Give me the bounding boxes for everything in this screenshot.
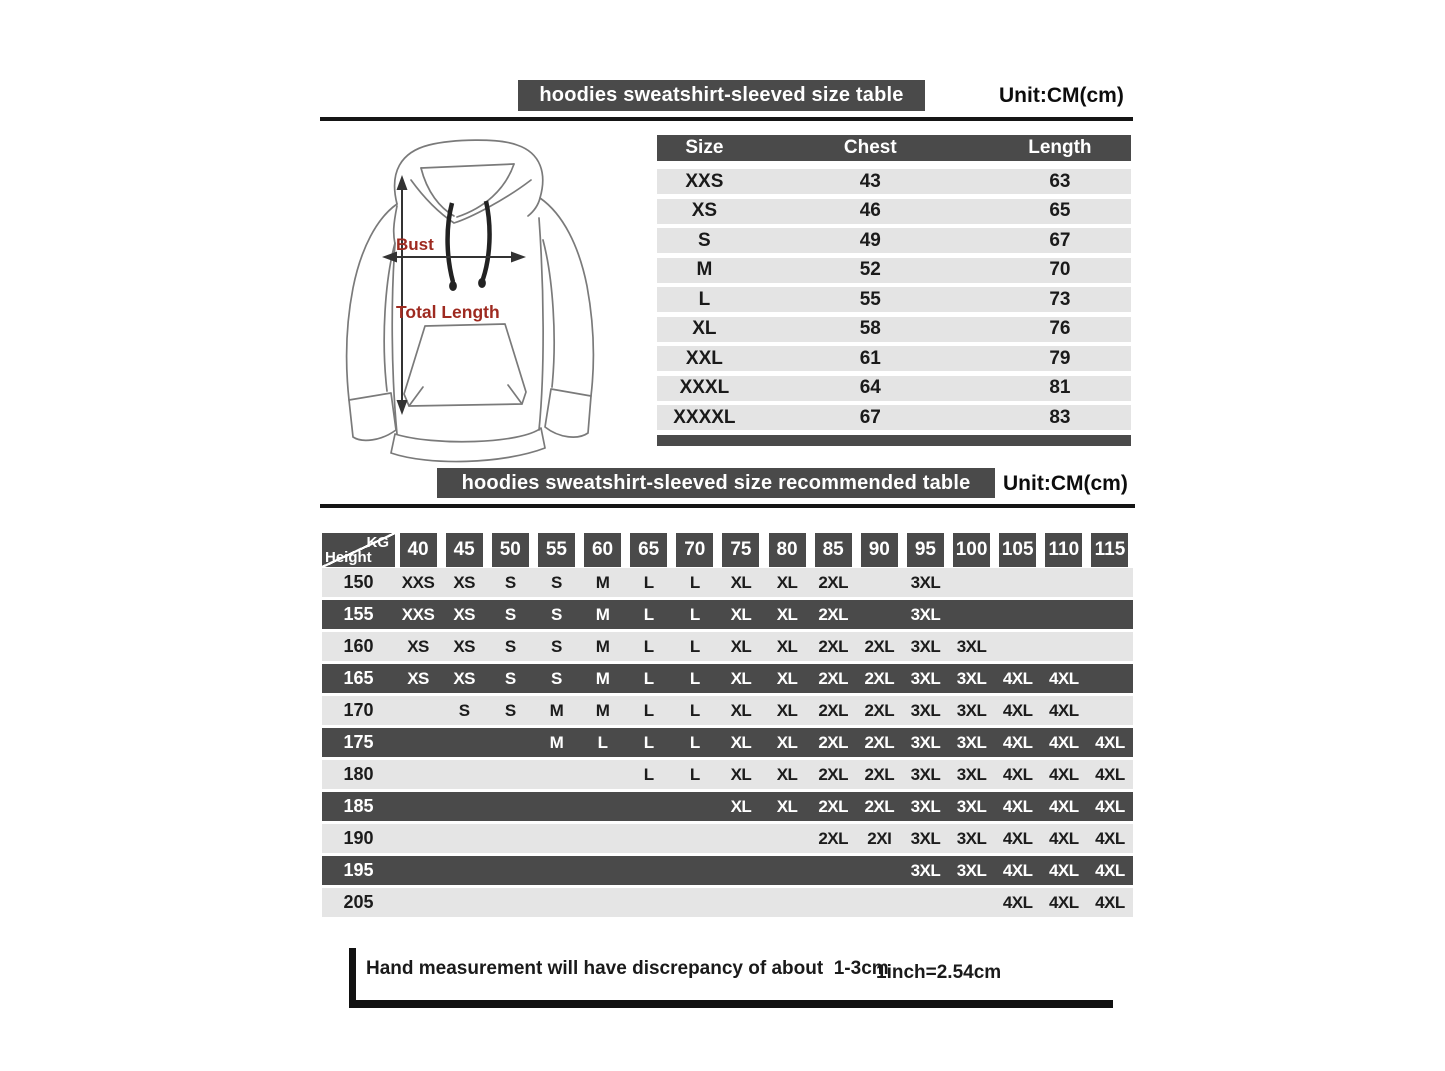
size-value-cell: 4XL bbox=[1002, 892, 1033, 912]
size-value-cell: XL bbox=[730, 636, 752, 656]
weight-header-cell: 50 bbox=[492, 533, 529, 567]
size-value-cell: 4XL bbox=[1095, 828, 1125, 848]
size-value-cell: 3XL bbox=[910, 860, 941, 880]
recommended-table-row bbox=[322, 792, 1133, 821]
recommended-table bbox=[322, 533, 1133, 920]
weight-header-cell: 80 bbox=[769, 533, 806, 567]
height-cell: 195 bbox=[343, 860, 374, 880]
size-value-cell: 3XL bbox=[956, 860, 987, 880]
size-value-cell: 4XL bbox=[1048, 828, 1079, 848]
size-value-cell: 4XL bbox=[1095, 796, 1125, 816]
recommended-table-row bbox=[322, 888, 1133, 917]
size-value-cell: XL bbox=[776, 604, 798, 624]
weight-cell-wrap bbox=[533, 533, 579, 567]
size-value-cell: 2XI bbox=[867, 828, 892, 848]
size-value-cell: 2XL bbox=[864, 636, 895, 656]
total-length-label: Total Length bbox=[396, 302, 500, 322]
size-table-row bbox=[657, 258, 1131, 283]
recommended-table-row bbox=[322, 760, 1133, 789]
size-value-cell: M bbox=[549, 700, 564, 720]
size-value-cell: 2XL bbox=[818, 604, 849, 624]
size-cell: S bbox=[698, 229, 711, 251]
size-value-cell: XL bbox=[730, 604, 752, 624]
note-border-horizontal bbox=[349, 1000, 1113, 1008]
recommended-table-row bbox=[322, 696, 1133, 725]
size-value-cell: XS bbox=[453, 668, 476, 688]
size-value-cell: S bbox=[504, 700, 516, 720]
chest-column-header: Chest bbox=[843, 137, 897, 158]
size-value-cell: 4XL bbox=[1095, 732, 1125, 752]
size-value-cell: XS bbox=[453, 636, 476, 656]
height-cell: 185 bbox=[343, 796, 374, 816]
corner-kg-label: KG bbox=[366, 534, 389, 551]
size-value-cell: XL bbox=[730, 764, 752, 784]
chest-cell: 64 bbox=[859, 377, 881, 398]
size-value-cell: 2XL bbox=[818, 636, 849, 656]
size-value-cell: 4XL bbox=[1048, 764, 1079, 784]
size-value-cell: L bbox=[643, 604, 654, 624]
size-value-cell: XL bbox=[776, 796, 798, 816]
size-table bbox=[657, 135, 1131, 446]
weight-header-cell: 75 bbox=[722, 533, 759, 567]
size-value-cell: 4XL bbox=[1002, 860, 1033, 880]
note-border-vertical bbox=[349, 948, 356, 1008]
weight-header-cell: 70 bbox=[676, 533, 713, 567]
size-value-cell: 3XL bbox=[910, 636, 941, 656]
height-cell: 205 bbox=[343, 892, 374, 912]
size-value-cell: 2XL bbox=[864, 732, 895, 752]
length-cell: 63 bbox=[1049, 170, 1071, 192]
size-value-cell: L bbox=[689, 764, 700, 784]
recommended-table-row bbox=[322, 728, 1133, 757]
size-value-cell: S bbox=[551, 572, 562, 592]
divider-1 bbox=[320, 117, 1133, 121]
size-value-cell: 3XL bbox=[910, 796, 941, 816]
size-value-cell: L bbox=[643, 700, 654, 720]
height-cell: 160 bbox=[343, 636, 374, 656]
weight-header-cell: 115 bbox=[1091, 533, 1128, 567]
weight-cell-wrap bbox=[672, 533, 718, 567]
size-value-cell: 3XL bbox=[956, 732, 987, 752]
divider-2 bbox=[320, 504, 1135, 508]
weight-cell-wrap bbox=[441, 533, 487, 567]
size-value-cell: 2XL bbox=[818, 796, 849, 816]
chest-cell: 61 bbox=[859, 347, 881, 369]
size-value-cell: L bbox=[689, 572, 700, 592]
weight-cell-wrap bbox=[949, 533, 995, 567]
size-value-cell: 2XL bbox=[864, 796, 895, 816]
size-value-cell: L bbox=[689, 668, 700, 688]
weight-cell-wrap bbox=[626, 533, 672, 567]
length-cell: 76 bbox=[1049, 318, 1071, 339]
size-value-cell: 4XL bbox=[1002, 668, 1033, 688]
size-value-cell: XXS bbox=[401, 604, 435, 624]
weight-header-cell: 40 bbox=[400, 533, 437, 567]
recommended-table-header bbox=[322, 533, 1133, 567]
size-value-cell: XL bbox=[776, 764, 798, 784]
size-value-cell: S bbox=[504, 572, 516, 592]
size-value-cell: 3XL bbox=[910, 828, 941, 848]
size-value-cell: XL bbox=[776, 668, 798, 688]
size-value-cell: 4XL bbox=[1048, 860, 1079, 880]
weight-header-cell: 105 bbox=[999, 533, 1036, 567]
size-value-cell: 3XL bbox=[910, 668, 941, 688]
recommended-table-row bbox=[322, 664, 1133, 693]
recommended-table-row bbox=[322, 568, 1133, 597]
size-value-cell: XL bbox=[776, 636, 798, 656]
size-cell: XL bbox=[692, 318, 717, 339]
weight-header-cell: 100 bbox=[953, 533, 990, 567]
chest-cell: 49 bbox=[859, 229, 881, 251]
size-value-cell: XL bbox=[776, 572, 798, 592]
size-value-cell: 4XL bbox=[1002, 828, 1033, 848]
size-value-cell: 4XL bbox=[1048, 892, 1079, 912]
size-value-cell: M bbox=[595, 604, 610, 624]
weight-header-cell: 95 bbox=[907, 533, 944, 567]
size-value-cell: 3XL bbox=[910, 700, 941, 720]
recommended-table-title-bar bbox=[437, 468, 995, 498]
size-value-cell: XS bbox=[407, 636, 429, 656]
weight-header-cell: 55 bbox=[538, 533, 575, 567]
size-value-cell: 3XL bbox=[910, 732, 941, 752]
kg-height-corner-cell bbox=[322, 533, 395, 567]
weight-cell-wrap bbox=[1041, 533, 1087, 567]
weight-cell-wrap bbox=[995, 533, 1041, 567]
size-cell: XS bbox=[691, 200, 718, 221]
size-value-cell: 4XL bbox=[1095, 860, 1125, 880]
size-table-header bbox=[657, 135, 1131, 161]
height-cell: 150 bbox=[343, 572, 374, 592]
hoodie-outline bbox=[347, 140, 594, 461]
size-table-row bbox=[657, 405, 1131, 430]
length-cell: 73 bbox=[1049, 288, 1071, 310]
size-table-row bbox=[657, 317, 1131, 342]
size-value-cell: 4XL bbox=[1048, 668, 1079, 688]
size-value-cell: 3XL bbox=[956, 668, 987, 688]
size-value-cell: XL bbox=[730, 572, 752, 592]
weight-header-cell: 65 bbox=[630, 533, 667, 567]
length-cell: 79 bbox=[1049, 347, 1071, 369]
measurement-arrows bbox=[382, 175, 526, 415]
weight-header-cell: 90 bbox=[861, 533, 898, 567]
recommended-table-row bbox=[322, 824, 1133, 853]
size-cell: XXXXL bbox=[673, 406, 736, 428]
recommended-table-row bbox=[322, 632, 1133, 661]
weight-cell-wrap bbox=[764, 533, 810, 567]
height-cell: 180 bbox=[343, 764, 374, 784]
weight-header-cell: 60 bbox=[584, 533, 621, 567]
size-value-cell: M bbox=[595, 700, 610, 720]
size-value-cell: 4XL bbox=[1048, 700, 1079, 720]
unit-label-1: Unit:CM(cm) bbox=[999, 84, 1124, 107]
weight-cell-wrap bbox=[395, 533, 441, 567]
recommended-table-title: hoodies sweatshirt-sleeved size recommended table bbox=[461, 471, 971, 494]
size-value-cell: S bbox=[504, 668, 516, 688]
size-value-cell: 3XL bbox=[956, 700, 987, 720]
size-value-cell: S bbox=[551, 636, 562, 656]
size-value-cell: 4XL bbox=[1048, 732, 1079, 752]
weight-cell-wrap bbox=[810, 533, 856, 567]
height-cell: 175 bbox=[343, 732, 374, 752]
size-value-cell: 2XL bbox=[818, 572, 849, 592]
size-table-footer-bar bbox=[657, 435, 1131, 446]
size-value-cell: S bbox=[504, 604, 516, 624]
size-value-cell: 2XL bbox=[818, 764, 849, 784]
size-value-cell: XS bbox=[407, 668, 429, 688]
weight-header-cell: 45 bbox=[446, 533, 483, 567]
height-cell: 165 bbox=[343, 668, 374, 688]
size-value-cell: XL bbox=[730, 796, 752, 816]
size-value-cell: XS bbox=[453, 604, 476, 624]
size-value-cell: S bbox=[551, 668, 562, 688]
size-value-cell: 4XL bbox=[1002, 764, 1033, 784]
size-value-cell: M bbox=[595, 636, 610, 656]
size-column-header: Size bbox=[685, 137, 724, 158]
size-value-cell: XL bbox=[730, 732, 752, 752]
weight-cell-wrap bbox=[718, 533, 764, 567]
size-cell: XXXL bbox=[679, 377, 730, 398]
size-value-cell: L bbox=[689, 604, 700, 624]
height-cell: 170 bbox=[343, 700, 374, 720]
size-value-cell: L bbox=[689, 636, 700, 656]
size-value-cell: 2XL bbox=[818, 732, 849, 752]
size-value-cell: S bbox=[551, 604, 562, 624]
size-value-cell: 2XL bbox=[864, 700, 895, 720]
height-cell: 155 bbox=[343, 604, 374, 624]
size-value-cell: 2XL bbox=[818, 828, 849, 848]
length-cell: 81 bbox=[1049, 377, 1071, 398]
size-value-cell: XXS bbox=[401, 572, 435, 592]
measurement-note: Hand measurement will have discrepancy of about 1-3cm bbox=[366, 958, 889, 979]
size-table-row bbox=[657, 287, 1131, 312]
length-column-header: Length bbox=[1028, 137, 1092, 158]
unit-label-2: Unit:CM(cm) bbox=[1003, 472, 1128, 495]
size-value-cell: 2XL bbox=[864, 668, 895, 688]
size-value-cell: 3XL bbox=[910, 604, 941, 624]
size-value-cell: XL bbox=[776, 732, 798, 752]
size-value-cell: L bbox=[689, 732, 700, 752]
chest-cell: 52 bbox=[859, 259, 881, 280]
chest-cell: 46 bbox=[859, 200, 881, 221]
weight-header-cell: 110 bbox=[1045, 533, 1082, 567]
corner-height-label: Height bbox=[325, 549, 372, 566]
size-table-title: hoodies sweatshirt-sleeved size table bbox=[539, 84, 904, 106]
size-value-cell: L bbox=[597, 732, 608, 752]
size-value-cell: 4XL bbox=[1002, 796, 1033, 816]
size-value-cell: S bbox=[458, 700, 470, 720]
size-value-cell: L bbox=[643, 764, 654, 784]
size-value-cell: 4XL bbox=[1048, 796, 1079, 816]
size-value-cell: 2XL bbox=[818, 668, 849, 688]
size-cell: XXS bbox=[685, 170, 724, 192]
size-value-cell: 4XL bbox=[1095, 764, 1125, 784]
size-value-cell: 2XL bbox=[864, 764, 895, 784]
chest-cell: 58 bbox=[859, 318, 881, 339]
size-value-cell: 2XL bbox=[818, 700, 849, 720]
inch-conversion: 1inch=2.54cm bbox=[876, 962, 1002, 983]
weight-cell-wrap bbox=[580, 533, 626, 567]
size-value-cell: 3XL bbox=[910, 572, 941, 592]
bust-label: Bust bbox=[396, 235, 434, 254]
weight-cell-wrap bbox=[1087, 533, 1133, 567]
size-table-row bbox=[657, 346, 1131, 371]
size-value-cell: 3XL bbox=[910, 764, 941, 784]
size-value-cell: M bbox=[595, 668, 610, 688]
length-cell: 65 bbox=[1049, 200, 1071, 221]
size-value-cell: 3XL bbox=[956, 796, 987, 816]
size-table-row bbox=[657, 376, 1131, 401]
size-value-cell: XL bbox=[730, 700, 752, 720]
length-cell: 83 bbox=[1049, 406, 1071, 428]
length-cell: 70 bbox=[1049, 259, 1071, 280]
size-value-cell: XS bbox=[453, 572, 476, 592]
chest-cell: 55 bbox=[859, 288, 881, 310]
size-value-cell: 4XL bbox=[1002, 700, 1033, 720]
recommended-table-rows bbox=[322, 568, 1133, 917]
size-value-cell: L bbox=[689, 700, 700, 720]
size-value-cell: S bbox=[504, 636, 516, 656]
size-value-cell: L bbox=[643, 572, 654, 592]
height-cell: 190 bbox=[343, 828, 374, 848]
size-value-cell: 3XL bbox=[956, 636, 987, 656]
size-cell: L bbox=[698, 288, 711, 310]
size-value-cell: 4XL bbox=[1095, 892, 1125, 912]
size-value-cell: M bbox=[595, 572, 610, 592]
size-value-cell: L bbox=[643, 668, 654, 688]
chest-cell: 67 bbox=[859, 406, 881, 428]
size-value-cell: M bbox=[549, 732, 564, 752]
weight-cell-wrap bbox=[856, 533, 902, 567]
size-table-rows bbox=[657, 169, 1131, 430]
size-value-cell: XL bbox=[730, 668, 752, 688]
hoodie-diagram bbox=[333, 138, 625, 470]
size-cell: XXL bbox=[685, 347, 723, 369]
size-cell: M bbox=[696, 259, 713, 280]
size-table-row bbox=[657, 228, 1131, 253]
drawstrings bbox=[448, 201, 490, 291]
size-table-row bbox=[657, 199, 1131, 224]
weight-cell-wrap bbox=[487, 533, 533, 567]
length-cell: 67 bbox=[1049, 229, 1071, 251]
recommended-table-row bbox=[322, 856, 1133, 885]
chest-cell: 43 bbox=[859, 170, 881, 192]
size-value-cell: L bbox=[643, 636, 654, 656]
size-table-title-bar bbox=[518, 80, 925, 111]
recommended-table-row bbox=[322, 600, 1133, 629]
weight-header-cell: 85 bbox=[815, 533, 852, 567]
weight-cell-wrap bbox=[902, 533, 948, 567]
size-value-cell: 3XL bbox=[956, 828, 987, 848]
size-table-row bbox=[657, 169, 1131, 194]
size-value-cell: XL bbox=[776, 700, 798, 720]
size-value-cell: L bbox=[643, 732, 654, 752]
size-value-cell: 4XL bbox=[1002, 732, 1033, 752]
size-value-cell: 3XL bbox=[956, 764, 987, 784]
